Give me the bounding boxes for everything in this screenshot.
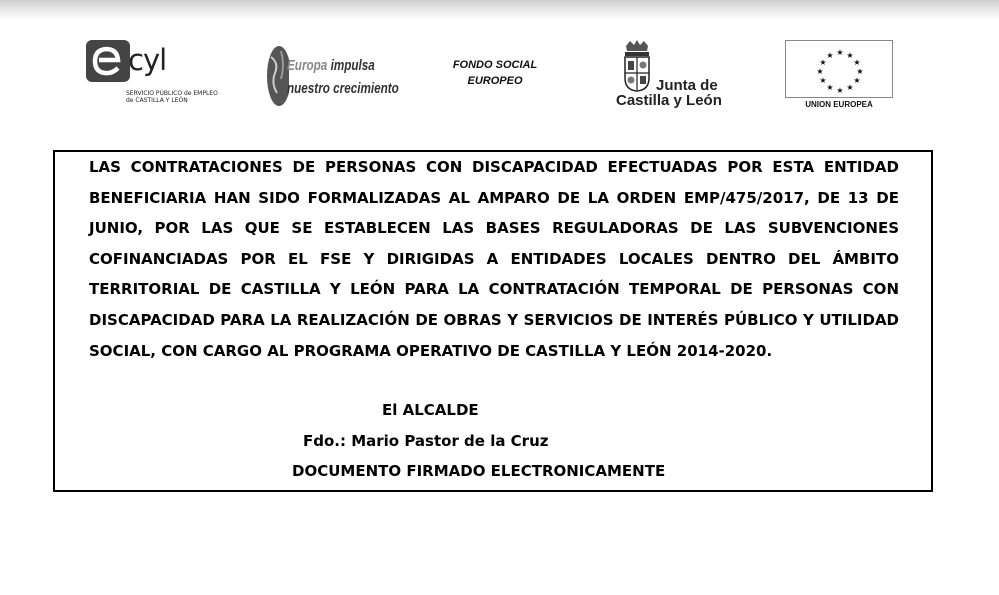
svg-text:★: ★ — [819, 58, 827, 67]
svg-text:★: ★ — [853, 58, 861, 67]
ecyl-brand: cyl — [128, 43, 167, 77]
fondo-social-europeo-label — [440, 57, 550, 89]
ecyl-subtitle — [126, 90, 218, 104]
electronic-signature-note: DOCUMENTO FIRMADO ELECTRONICAMENTE — [292, 462, 666, 480]
europa-word-europa: Europa — [287, 57, 328, 74]
europa-globe-icon — [265, 43, 289, 109]
junta-castilla-leon-logo — [616, 40, 731, 110]
signer-name: Fdo.: Mario Pastor de la Cruz — [303, 432, 549, 450]
notice-body-text: LAS CONTRATACIONES DE PERSONAS CON DISCAPACIDAD EFECTUADAS POR ESTA ENTIDAD BENEFICIARIA HAN SIDO FORMALIZADAS AL AMPARO DE LA ORDEN EMP/475/2017, DE 13 DE JUNIO, POR LAS QUE SE ESTABLECEN LAS BASES REGULADORAS DE LAS SUBVENCIONES COFINANCIADAS POR EL FSE Y DIRIGIDAS A ENTIDADES LOCALES DENTRO DEL ÁMBITO TERRITORIAL DE CASTILLA Y LEÓN PARA LA CONTRATACIÓN TEMPORAL DE PERSONAS CON DISCAPACIDAD PARA LA REALIZACIÓN DE OBRAS Y SERVICIOS DE INTERÉS PÚBLICO Y UTILIDAD SOCIAL, CON CARGO AL PROGRAMA OPERATIVO DE CASTILLA Y LEÓN 2014-2020. — [89, 158, 899, 360]
svg-text:★: ★ — [836, 86, 844, 95]
svg-text:★: ★ — [856, 67, 864, 76]
jcyl-line2: Castilla y León — [616, 92, 722, 109]
svg-text:★: ★ — [836, 48, 844, 57]
eu-stars-icon — [786, 41, 894, 99]
svg-text:★: ★ — [816, 67, 824, 76]
europa-line2: nuestro crecimiento — [287, 80, 399, 97]
svg-text:★: ★ — [846, 83, 854, 92]
europa-word-impulsa: impulsa — [330, 57, 375, 74]
europa-impulsa-logo — [265, 43, 399, 109]
svg-text:★: ★ — [846, 51, 854, 60]
eu-flag — [785, 40, 893, 98]
svg-text:★: ★ — [819, 76, 827, 85]
jcyl-line1: Junta de — [656, 77, 718, 94]
svg-text:★: ★ — [853, 76, 861, 85]
fse-line2: EUROPEO — [467, 75, 523, 87]
eu-logo — [785, 40, 893, 110]
ecyl-subtitle-line2: de CASTILLA Y LEÓN — [126, 97, 188, 104]
svg-text:★: ★ — [826, 51, 834, 60]
ecyl-subtitle-line1: SERVICIO PÚBLICO de EMPLEO — [126, 90, 218, 97]
top-shadow — [0, 0, 999, 20]
coat-of-arms-icon — [622, 40, 652, 92]
funding-notice-box — [53, 150, 933, 492]
europa-line1 — [287, 57, 375, 74]
signer-title: El ALCALDE — [382, 401, 479, 419]
svg-text:★: ★ — [826, 83, 834, 92]
eu-label: UNION EUROPEA — [805, 100, 873, 109]
fse-line1: FONDO SOCIAL — [452, 59, 538, 71]
ecyl-logo — [86, 40, 216, 108]
ecyl-e-icon — [86, 40, 130, 82]
